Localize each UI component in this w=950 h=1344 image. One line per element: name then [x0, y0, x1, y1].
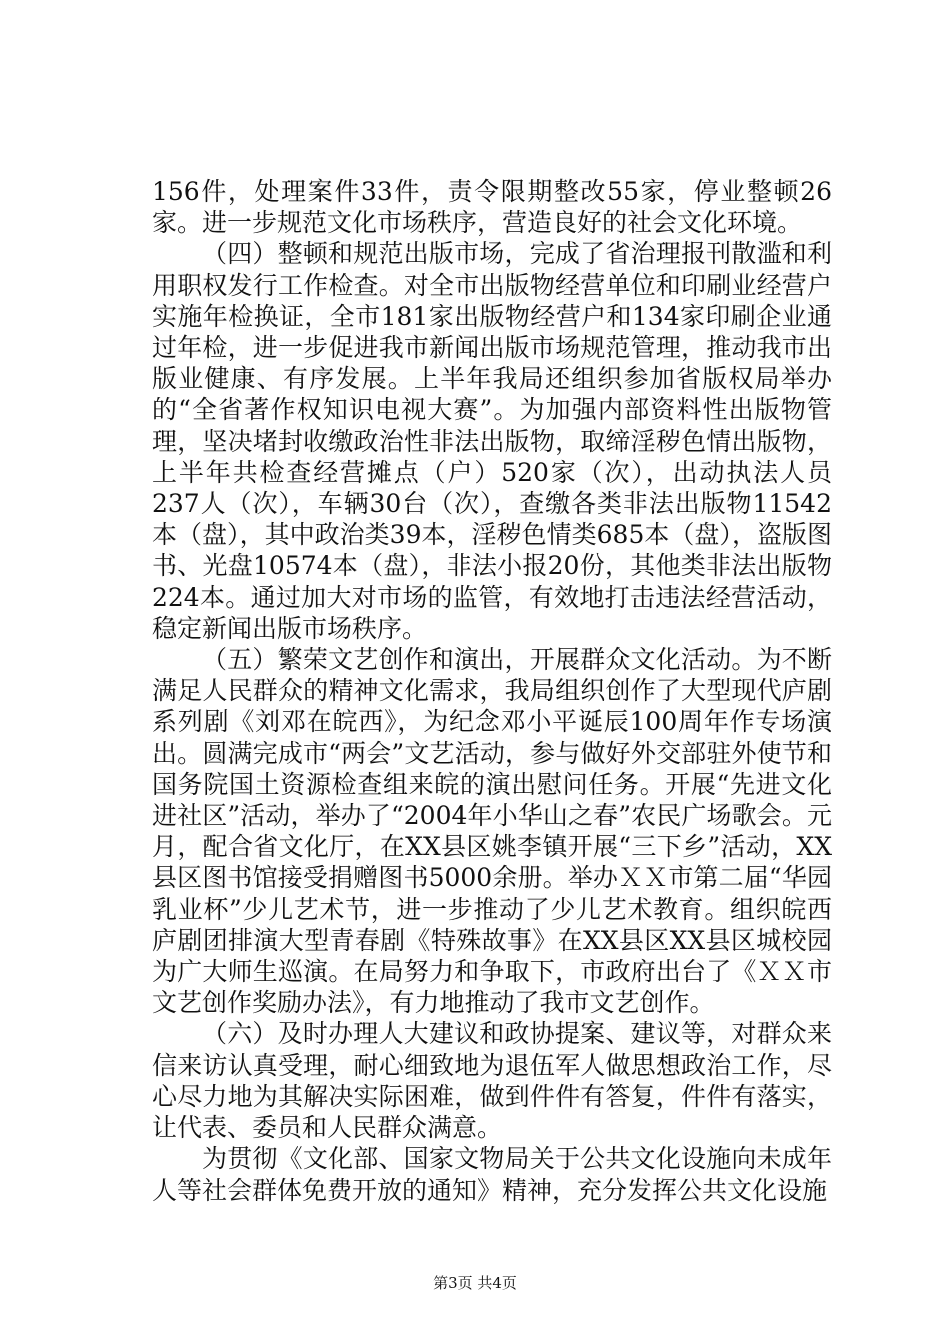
paragraph-free-opening: 为贯彻《文化部、国家文物局关于公共文化设施向未成年人等社会群体免费开放的通知》精神，充分发挥公共文化设施: [152, 1144, 832, 1205]
paragraph-proposals-handling: （六）及时办理人大建议和政协提案、建议等，对群众来信来访认真受理，耐心细致地为退伍军人做思想政治工作，尽心尽力地为其解决实际困难，做到件件有答复，件件有落实，让代表、委员和人民群众满意。: [152, 1019, 832, 1143]
paragraph-continuation: 156件，处理案件33件，责令限期整改55家，停业整顿26家。进一步规范文化市场秩序，营造良好的社会文化环境。: [152, 177, 832, 238]
paragraph-arts-creation: （五）繁荣文艺创作和演出，开展群众文化活动。为不断满足人民群众的精神文化需求，我局组织创作了大型现代庐剧系列剧《刘邓在皖西》，为纪念邓小平诞辰100周年作专场演出。圆满完成市“两会”文艺活动，参与做好外交部驻外使节和国务院国土资源检查组来皖的演出慰问任务。开展“先进文化进社区”活动，举办了“2004年小华山之春”农民广场歌会。元月，配合省文化厅，在XX县区姚李镇开展“三下乡”活动，XX县区图书馆接受捐赠图书5000余册。举办ＸＸ市第二届“华园乳业杯”少儿艺术节，进一步推动了少儿艺术教育。组织皖西庐剧团排演大型青春剧《特殊故事》在XX县区XX县区城校园为广大师生巡演。在局努力和争取下，市政府出台了《ＸＸ市文艺创作奖励办法》，有力地推动了我市文艺创作。: [152, 645, 832, 1018]
paragraph-publishing-market: （四）整顿和规范出版市场，完成了省治理报刊散滥和利用职权发行工作检查。对全市出版物经营单位和印刷业经营户实施年检换证，全市181家出版物经营户和134家印刷企业通过年检，进一步促进我市新闻出版市场规范管理，推动我市出版业健康、有序发展。上半年我局还组织参加省版权局举办的“全省著作权知识电视大赛”。为加强内部资料性出版物管理，坚决堵封收缴政治性非法出版物，取缔淫秽色情出版物，上半年共检查经营摊点（户）520家（次），出动执法人员237人（次），车辆30台（次），查缴各类非法出版物11542本（盘），其中政治类39本，淫秽色情类685本（盘），盗版图书、光盘10574本（盘），非法小报20份，其他类非法出版物224本。通过加大对市场的监管，有效地打击违法经营活动，稳定新闻出版市场秩序。: [152, 239, 832, 643]
page-footer: 第3页 共4页: [433, 1274, 517, 1292]
document-body: [152, 176, 832, 1206]
